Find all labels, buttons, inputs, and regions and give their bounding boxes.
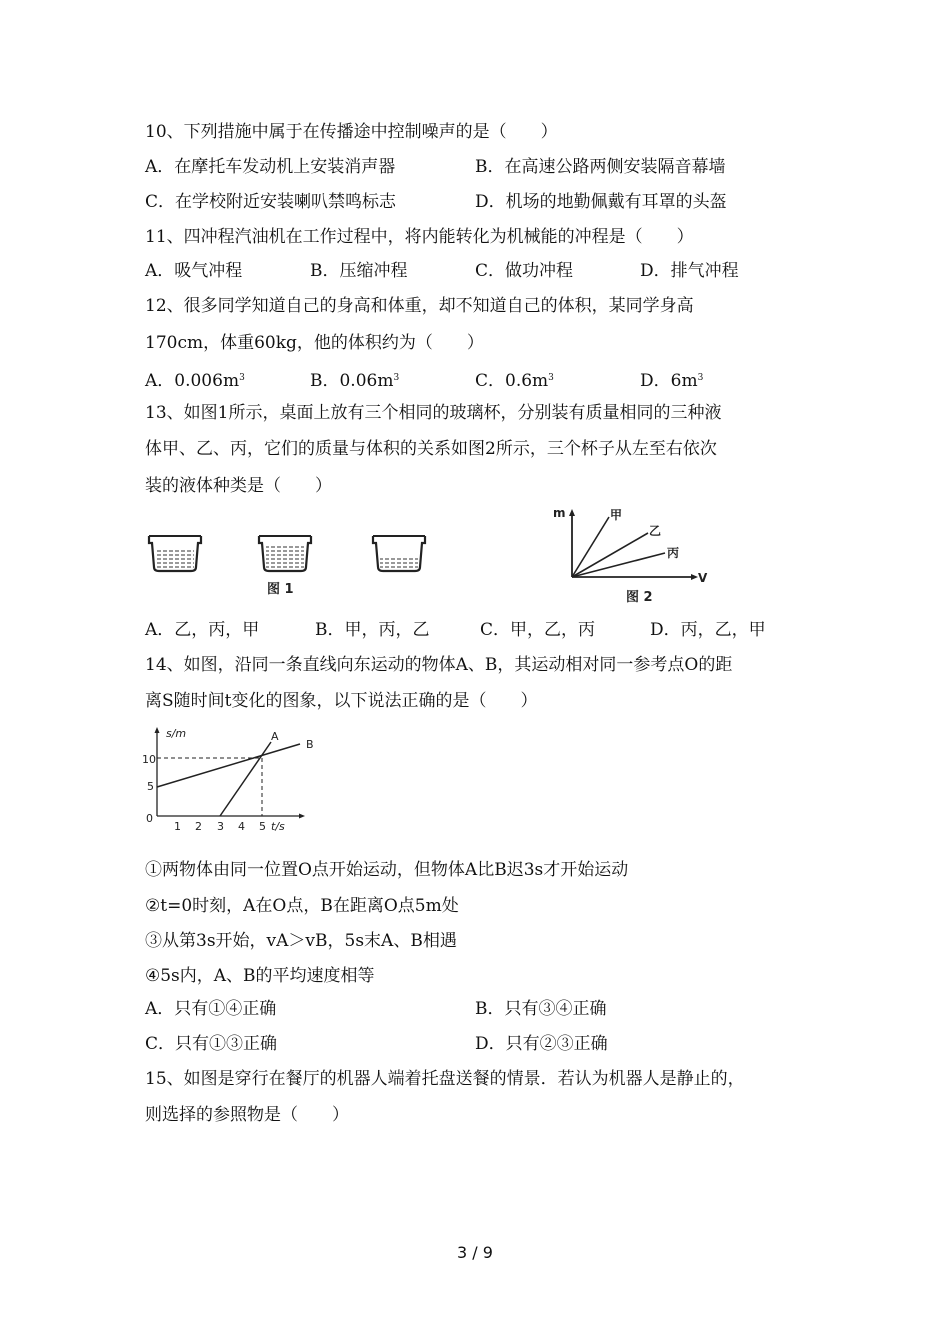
- q11-option-b: B．压缩冲程: [310, 261, 408, 281]
- st-x-label: t/s: [271, 820, 285, 833]
- q14-option-d: D．只有②③正确: [475, 1034, 608, 1054]
- cup-3: [373, 536, 425, 571]
- q12-option-d-sup: 3: [697, 373, 704, 383]
- st-ytick-10: 10: [142, 753, 156, 766]
- st-y-label: s/m: [166, 727, 187, 740]
- q13-stem-line3: 装的液体种类是（ ）: [145, 476, 332, 496]
- fig2-label-bing: 丙: [667, 546, 680, 560]
- q12-option-c: C．$0.6m^3$: [475, 371, 554, 391]
- q12-option-a: A．$0.006m^3$: [145, 371, 245, 391]
- cup-2: [259, 536, 311, 571]
- q10-option-d: D．机场的地勤佩戴有耳罩的头盔: [475, 192, 727, 212]
- page-number: 3 / 9: [457, 1243, 493, 1262]
- q13-option-c: C．甲，乙，丙: [480, 620, 596, 640]
- q14-statement-4: ④5s内，A、B的平均速度相等: [145, 966, 375, 986]
- q11-stem: 11、四冲程汽油机在工作过程中，将内能转化为机械能的冲程是（ ）: [145, 227, 694, 247]
- q13-option-b: B．甲，丙，乙: [315, 620, 430, 640]
- cup-1: [149, 536, 201, 571]
- fig2-line-jia: [572, 517, 609, 577]
- st-line-a: [220, 742, 271, 816]
- fig2-label-jia: 甲: [610, 508, 623, 522]
- st-ytick-0: 0: [146, 812, 153, 825]
- q14-option-c: C．只有①③正确: [145, 1034, 278, 1054]
- q13-fig1-caption: 图 1: [267, 582, 294, 597]
- st-xtick-3: 3: [217, 820, 224, 833]
- q13-option-d: D．丙，乙，甲: [650, 620, 766, 640]
- q11-option-c: C．做功冲程: [475, 261, 574, 281]
- q12-option-c-sup: 3: [548, 373, 554, 383]
- q13-stem-line2: 体甲、乙、丙，它们的质量与体积的关系如图2所示，三个杯子从左至右依次: [145, 439, 717, 459]
- q13-option-a: A．乙，丙，甲: [145, 620, 260, 640]
- q12-option-b-sup: 3: [393, 373, 400, 383]
- q14-statement-1: ①两物体由同一位置O点开始运动，但物体A比B迟3s才开始运动: [145, 860, 629, 880]
- q14-statement-2: ②t=0时刻，A在O点，B在距离O点5m处: [145, 896, 459, 916]
- st-line-b: [157, 744, 300, 787]
- q10-option-c: C．在学校附近安装喇叭禁鸣标志: [145, 192, 397, 212]
- q12-stem-line1: 12、很多同学知道自己的身高和体重，却不知道自己的体积，某同学身高: [145, 296, 694, 316]
- q15-stem-line2: 则选择的参照物是（ ）: [145, 1105, 349, 1125]
- q13-figure-2: [545, 503, 715, 608]
- q14-stem-line1: 14、如图，沿同一条直线向东运动的物体A、B，其运动相对同一参考点O的距: [145, 655, 733, 675]
- q12-stem-line2: 170cm，体重60kg，他的体积约为（ ）: [145, 333, 484, 353]
- q11-option-a: A．吸气冲程: [145, 261, 243, 281]
- q12-option-a-sup: 3: [239, 373, 245, 383]
- q15-stem-line1: 15、如图是穿行在餐厅的机器人端着托盘送餐的情景．若认为机器人是静止的，: [145, 1069, 745, 1089]
- q14-st-graph: [140, 722, 340, 840]
- fig2-line-yi: [572, 533, 648, 577]
- q13-stem-line1: 13、如图1所示，桌面上放有三个相同的玻璃杯，分别装有质量相同的三种液: [145, 403, 722, 423]
- st-xtick-2: 2: [195, 820, 202, 833]
- q14-option-b: B．只有③④正确: [475, 999, 607, 1019]
- st-ytick-5: 5: [147, 780, 154, 793]
- q13-figure-1: [145, 505, 445, 605]
- q11-option-d: D．排气冲程: [640, 261, 739, 281]
- st-xtick-1: 1: [174, 820, 181, 833]
- q13-fig2-caption: 图 2: [626, 590, 653, 605]
- fig2-line-bing: [572, 553, 665, 577]
- st-xtick-5: 5: [259, 820, 266, 833]
- q10-stem: 10、下列措施中属于在传播途中控制噪声的是（ ）: [145, 122, 558, 142]
- q14-stem-line2: 离S随时间t变化的图象，以下说法正确的是（ ）: [145, 691, 538, 711]
- st-label-b: B: [306, 738, 314, 751]
- q12-option-b: B．$0.06m^3$: [310, 371, 400, 391]
- st-label-a: A: [271, 730, 279, 743]
- fig2-label-yi: 乙: [649, 524, 662, 538]
- q14-statement-3: ③从第3s开始，vA＞vB，5s末A、B相遇: [145, 931, 457, 951]
- q14-option-a: A．只有①④正确: [145, 999, 277, 1019]
- q10-option-a: A．在摩托车发动机上安装消声器: [145, 157, 396, 177]
- q10-option-b: B．在高速公路两侧安装隔音幕墙: [475, 157, 726, 177]
- st-xtick-4: 4: [238, 820, 245, 833]
- fig2-y-label: m: [553, 506, 566, 520]
- fig2-x-label: V: [698, 571, 708, 585]
- q12-option-d: D．$6m^3$: [640, 371, 704, 391]
